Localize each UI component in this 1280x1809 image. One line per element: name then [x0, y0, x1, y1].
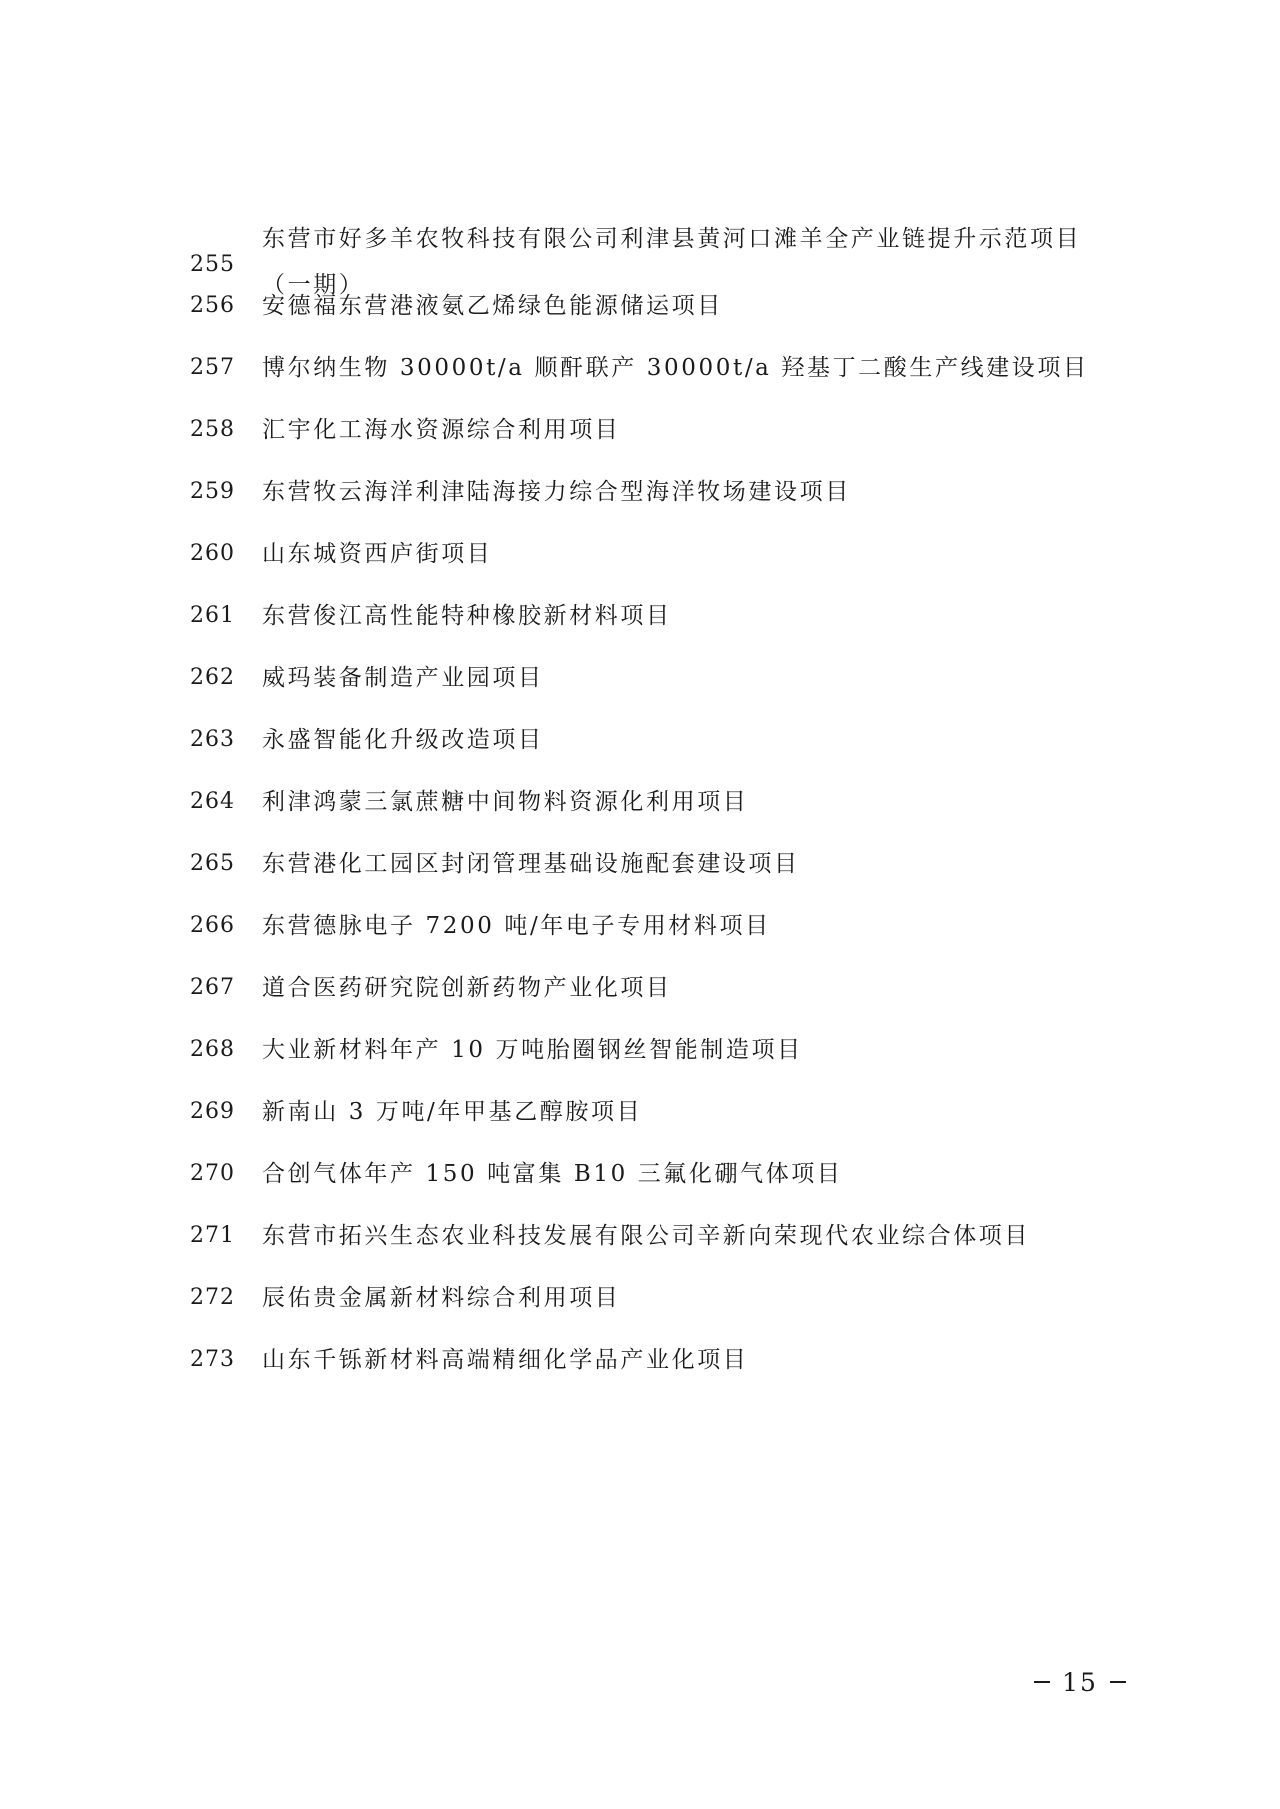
project-number: 269 — [190, 1099, 235, 1124]
project-number: 266 — [190, 913, 235, 938]
project-number: 259 — [190, 479, 235, 504]
project-title: 东营德脉电子 7200 吨/年电子专用材料项目 — [262, 913, 771, 939]
project-title: 东营港化工园区封闭管理基础设施配套建设项目 — [262, 851, 800, 877]
project-number: 263 — [190, 727, 235, 752]
project-title: 安德福东营港液氨乙烯绿色能源储运项目 — [262, 293, 723, 319]
project-number: 264 — [190, 789, 235, 814]
project-number: 257 — [190, 355, 235, 380]
project-title: 东营市好多羊农牧科技有限公司利津县黄河口滩羊全产业链提升示范项目（一期） — [262, 226, 1082, 298]
page-number-value: 15 — [1062, 1667, 1098, 1697]
project-title: 东营俊江高性能特种橡胶新材料项目 — [262, 603, 672, 629]
project-number: 260 — [190, 541, 235, 566]
project-title: 新南山 3 万吨/年甲基乙醇胺项目 — [262, 1099, 643, 1125]
project-title: 永盛智能化升级改造项目 — [262, 727, 544, 753]
project-number: 271 — [190, 1223, 235, 1248]
project-title: 道合医药研究院创新药物产业化项目 — [262, 975, 672, 1001]
project-title: 山东城资西庐街项目 — [262, 541, 493, 567]
project-number: 267 — [190, 975, 235, 1000]
page-number-dash-left — [1034, 1681, 1050, 1683]
page-number — [1020, 1662, 1140, 1702]
project-number: 261 — [190, 603, 235, 628]
project-number: 262 — [190, 665, 235, 690]
project-number: 273 — [190, 1347, 235, 1372]
project-number: 270 — [190, 1161, 235, 1186]
project-title: 东营牧云海洋利津陆海接力综合型海洋牧场建设项目 — [262, 479, 851, 505]
project-number: 255 — [190, 252, 235, 277]
project-title: 山东千铄新材料高端精细化学品产业化项目 — [262, 1347, 749, 1373]
page-number-dash-right — [1110, 1681, 1126, 1683]
project-title: 威玛装备制造产业园项目 — [262, 665, 544, 691]
project-number: 272 — [190, 1285, 235, 1310]
project-number: 258 — [190, 417, 235, 442]
project-number: 268 — [190, 1037, 235, 1062]
project-title: 合创气体年产 150 吨富集 B10 三氟化硼气体项目 — [262, 1161, 843, 1187]
project-title: 辰佑贵金属新材料综合利用项目 — [262, 1285, 621, 1311]
project-title: 大业新材料年产 10 万吨胎圈钢丝智能制造项目 — [262, 1037, 803, 1063]
project-number: 256 — [190, 293, 235, 318]
project-title: 东营市拓兴生态农业科技发展有限公司辛新向荣现代农业综合体项目 — [262, 1223, 1030, 1249]
project-title: 利津鸿蒙三氯蔗糖中间物料资源化利用项目 — [262, 789, 749, 815]
project-title: 汇宇化工海水资源综合利用项目 — [262, 417, 621, 443]
project-title: 博尔纳生物 30000t/a 顺酐联产 30000t/a 羟基丁二酸生产线建设项目 — [262, 355, 1089, 381]
project-number: 265 — [190, 851, 235, 876]
